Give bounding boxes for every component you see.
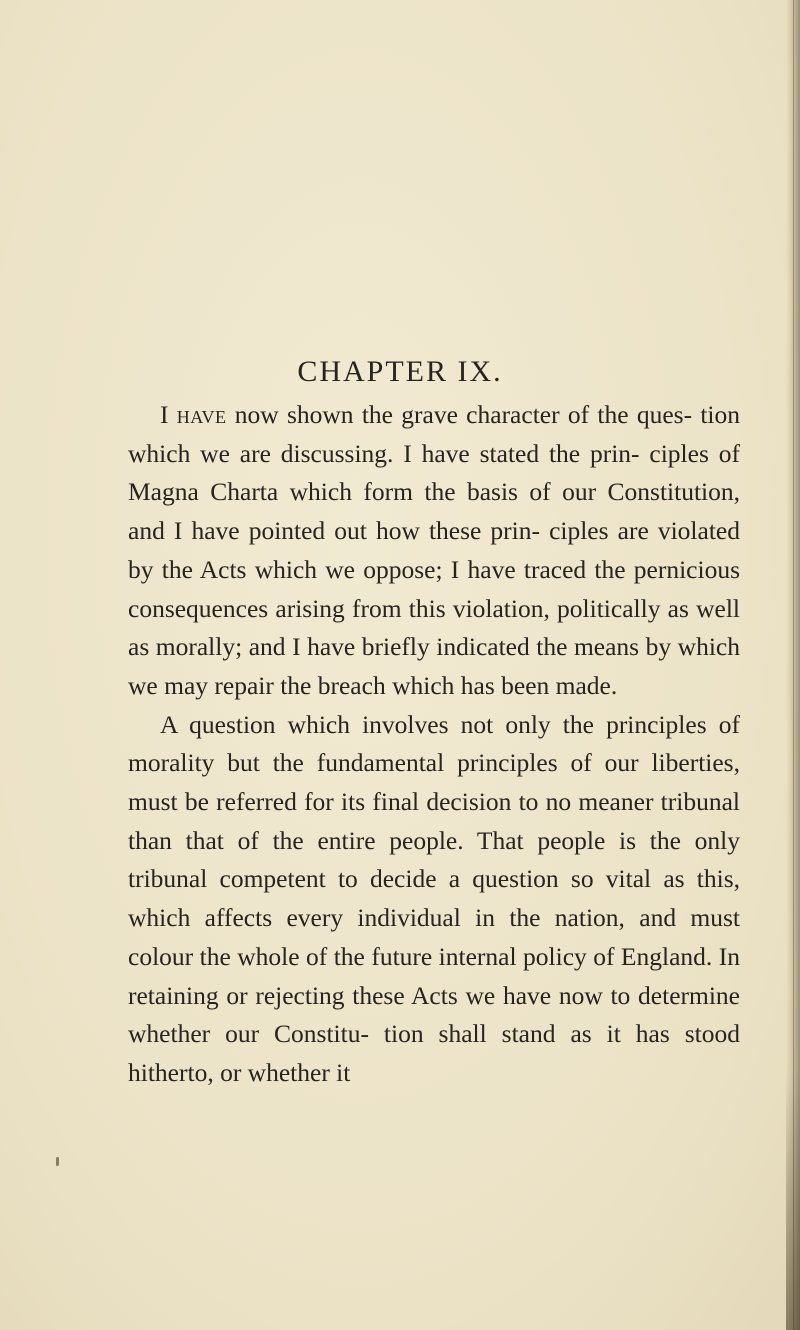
paper-speck — [56, 1157, 59, 1166]
paragraph-1-text: now shown the grave character of the ques- tion which we are discussing. I have stated the prin- ciples of Magna Charta which form the basis of our Constitution, and I have pointed out how these prin- ciples are violated by the Acts which we oppose; I have traced the pernicious consequences arising from this violation, politically as well as morally; and I have briefly indicated the means by which we may repair the breach which has been made. — [128, 400, 741, 700]
paragraph-2-text: A question which involves not only the principles of morality but the fundamental principles of our liberties, must be referred for its final decision to no meaner tribunal than that of the entire people. That people is the only tribunal competent to decide a question so vital as this, which affects every individual in the nation, and must colour the whole of the future internal policy of England. In retaining or rejecting these Acts we have now to determine whether our Constitu- tion shall stand as it has stood hitherto, or whether it — [128, 709, 740, 1087]
paragraph-2 — [128, 706, 740, 1093]
lead-word-small-caps: have — [176, 400, 227, 429]
paragraph-1 — [128, 396, 740, 706]
chapter-body — [128, 396, 740, 1093]
lead-letter: I — [160, 400, 169, 429]
page-corner-shadow — [786, 1070, 800, 1330]
chapter-heading: CHAPTER IX. — [297, 355, 503, 388]
